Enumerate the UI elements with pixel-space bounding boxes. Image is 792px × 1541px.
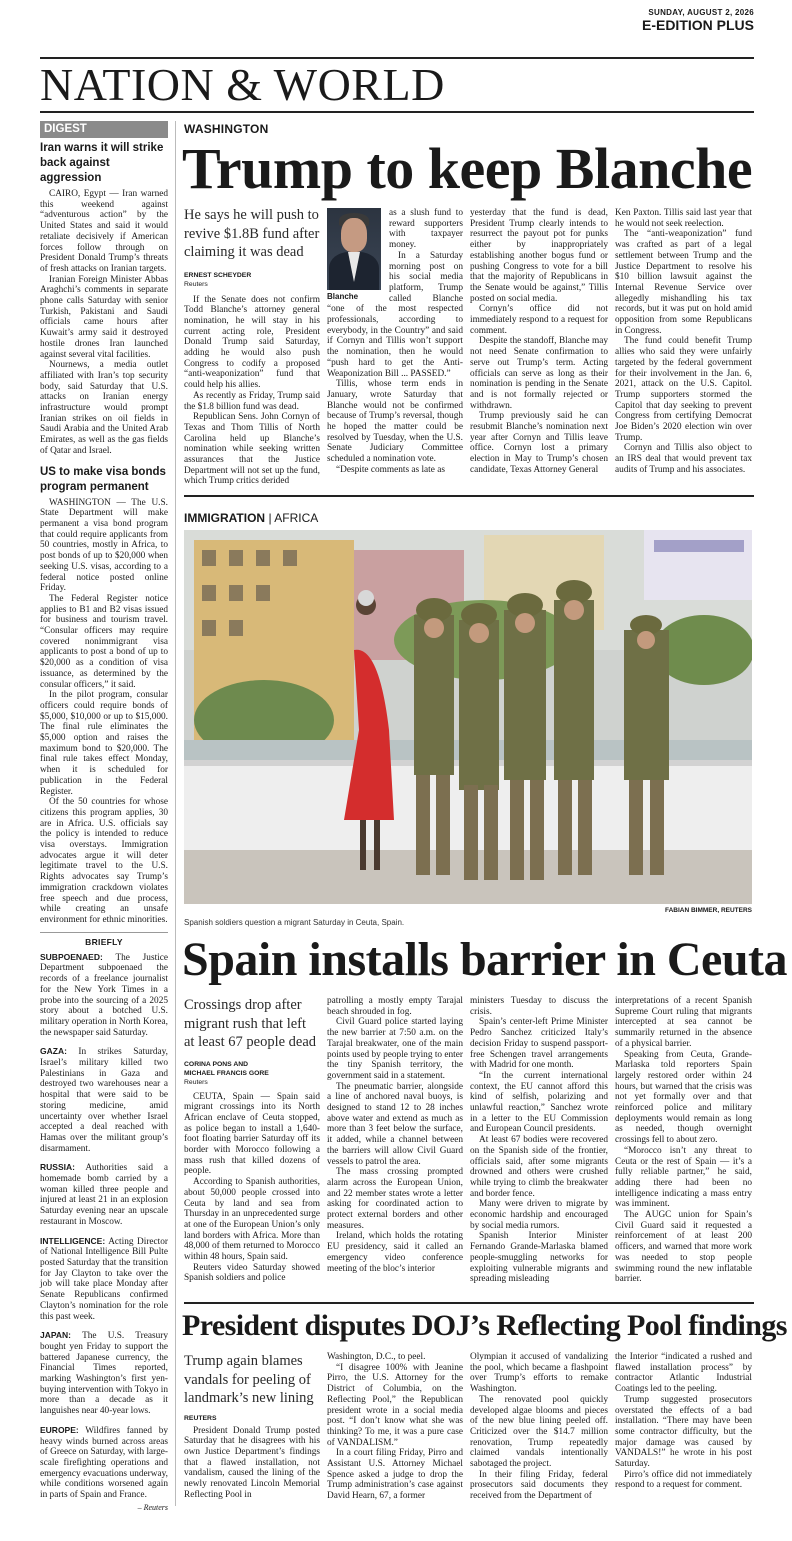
headshot-wrapper (327, 208, 383, 301)
paragraph: Civil Guard police started laying the new barrier at 7:50 a.m. on the Tarajal breakwater, one of the main points used by people trying to enter the tiny Spanish territory, the government said in a statement. (327, 1017, 463, 1081)
paragraph: Of the 50 countries for whose citizens this program applies, 30 are in Africa. U.S. officials say the policy is intended to reduce visa overstays. Immigration advocates argue it will deter legitimate travel to the U.S. Rights advocates say Trump’s immigration crackdown violates free speech and due process, while creating an unsafe environment for ethnic minorities. (40, 797, 168, 925)
paragraph: Ken Paxton. Tillis said last year that he would not seek reelection. (615, 208, 752, 229)
paragraph: Tillis, whose term ends in January, wrote Saturday that Blanche would not be confirmed because of Trump’s reversal, though he hoped the matter could be resolved by Tuesday, when the U.S. Senate Judiciary Committee scheduled a nomination vote. (327, 379, 463, 465)
label-rest: AFRICA (274, 511, 319, 525)
photo-credit: FABIAN BIMMER, REUTERS (664, 907, 752, 914)
brief-text: In strikes Saturday, Israel’s military killed two Palestinians in Gaza and destroyed two warehouses near a hospital that were said to be storing medicine, amid uncertainty over whether Israel accepted a deal reached with Hamas over the militant group’s disarmament. (40, 1047, 169, 1154)
photo-caption: Spanish soldiers question a migrant Saturday in Ceuta, Spain. (184, 918, 405, 927)
paragraph: WASHINGTON — The U.S. State Department will make permanent a visa bond program that could require applicants from 50 countries, mostly in Africa, to post bonds of up to $20,000 when seeking U.S. visas, according to a federal notice posted online Friday. (40, 497, 168, 594)
digest-headline-iran[interactable]: Iran warns it will strike back against aggression (40, 142, 164, 184)
lead-col-3 (470, 208, 608, 476)
pool-headline[interactable]: President disputes DOJ’s Reflecting Pool findings (182, 1309, 787, 1342)
paragraph: Trump suggested prosecutors overstated the effects of a bad installation. “There may have been some contractor difficulty, but the major damage was caused by VANDALS!” he wrote in his post Saturday. (615, 1394, 752, 1470)
paragraph: As recently as Friday, Trump said the $1.8 billion fund was dead. (184, 390, 320, 412)
paragraph: Ireland, which holds the rotating EU presidency, said it called an emergency video conference meeting of the bloc’s interior (327, 1231, 463, 1274)
paragraph: The fund could benefit Trump allies who said they were unfairly targeted by the federal government for their involvement in the Jan. 6, 2021, attack on the U.S. Capitol. Trump supporters stormed the Capitol that day seeking to prevent Congress from certifying Democrat Joe Biden’s 2020 election win over Trump. (615, 336, 752, 443)
ceuta-col-3 (470, 996, 608, 1285)
byline-name: ERNEST SCHEYDER (184, 271, 252, 279)
paragraph: interpretations of a recent Spanish Supreme Court ruling that migrants intercepted at sea cannot be summarily returned in the absence of a physical barrier. (615, 996, 752, 1049)
paragraph: the Interior “indicated a rushed and flawed installation process” by contractor Atlantic Industrial Coatings led to the peeling. (615, 1352, 752, 1395)
ceuta-headline[interactable]: Spain installs barrier in Ceuta (182, 933, 788, 986)
digest-tag: DIGEST (40, 121, 168, 138)
ceuta-col-1 (184, 996, 320, 1284)
paragraph: In a Saturday morning post on his social media platform, Trump called Blanche “one of the most respected professionals, according to everybody, in the Country” and said if Cornyn and Tillis won’t support the nomination, then he would “push hard to get the Anti-Weaponization Bill ... PASSED.” (327, 250, 463, 379)
brief-item (40, 1425, 168, 1501)
lead-body-1 (184, 295, 320, 488)
lead-byline (184, 271, 320, 289)
paragraph: Nournews, a media outlet affiliated with Iran’s top security body, said Saturday that U.S. attacks on Iranian energy infrastructure would prompt Iranian strikes on oil fields in Saudi Arabia and the United Arab Emirates, as well as the gas fields of Qatar and Israel. (40, 360, 168, 456)
pool-body-1 (184, 1426, 320, 1501)
paragraph: Speaking from Ceuta, Grande-Marlaska told reporters Spain largely restored order within 24 hours, but warned that the crisis was not yet formally over and that reinforced police and military deployments would remain as long as needed, though overnight crossings fell to about zero. (615, 1049, 752, 1146)
lead-col-2 (327, 208, 463, 476)
paragraph: Olympian it accused of vandalizing the pool, which became a flashpoint over Trump’s efforts to remake Washington. (470, 1352, 608, 1395)
paragraph: yesterday that the fund is dead, President Trump clearly intends to resurrect the payout pot for punks either by inappropriately establishing another bogus fund or pushing Congress to vote for a bill that the majority of Republicans in the Senate would be against,” Tillis posted on social media. (470, 208, 608, 304)
ceuta-col-2 (327, 996, 463, 1274)
brief-label: JAPAN: (40, 1330, 72, 1341)
paragraph: If the Senate does not confirm Todd Blanche’s attorney general nomination, he will stay in his current acting role, President Donald Trump said Saturday, adding he would also push Congress to codify a proposed “anti-weaponization” fund that could help his allies. (184, 294, 320, 391)
brief-item (40, 1330, 168, 1417)
paragraph: The pneumatic barrier, alongside a line of anchored naval buoys, is designed to stand 12 to 28 inches above water and extend as much as more than 3 feet below the surface, it added, while a channel between the barriers will allow Civil Guard vessels to patrol the area. (327, 1081, 463, 1167)
edition-name: E-EDITION PLUS (641, 17, 754, 33)
brief-text: The Justice Department subpoenaed the records of a freelance journalist for the New York Times in a probe into the sourcing of a 2025 story about a botched U.S. military operation in North Korea, the newspaper said Saturday. (40, 952, 168, 1038)
face-shape (341, 218, 367, 252)
ceuta-photo[interactable] (184, 530, 752, 904)
paragraph: The mass crossing prompted alarm across the European Union, and 22 member states wrote a letter asking for coordinated action to protect external borders and other measures. (327, 1167, 463, 1231)
section-rule (184, 1302, 754, 1304)
brief-label: SUBPOENAED: (40, 951, 103, 962)
blanche-photo[interactable] (327, 208, 381, 290)
pool-col-1 (184, 1352, 320, 1500)
ceuta-photo-illustration (184, 530, 752, 904)
brief-label: EUROPE: (40, 1424, 79, 1435)
paragraph: “Despite comments as late as (336, 464, 445, 475)
digest-source: – Reuters (137, 1502, 168, 1512)
paragraph: Spanish Interior Minister Fernando Grande-Marlaska blamed people-smuggling networks for exploiting vulnerable migrants and spreading misleading (470, 1231, 608, 1285)
paragraph: “I disagree 100% with Jeanine Pirro, the U.S. Attorney for the District of Columbia, on the Reflecting Pool,” the Republican president wrote in a social media post. “I don’t know what she was thinking? To me, it was a pure case of VANDALISM.” (327, 1362, 463, 1448)
digest-story-visa (40, 498, 168, 926)
immigration-label: IMMIGRATION | AFRICA (184, 511, 319, 525)
lead-col-1 (184, 206, 320, 487)
section-rule (184, 495, 754, 497)
paragraph: According to Spanish authorities, about 50,000 people crossed into Ceuta by land and sea from Thursday in an unprecedented surge at one of the European Union’s only land borders with Africa. More than 48,000 of them returned to Morocco within 48 hours, Spain said. (184, 1177, 320, 1263)
briefly-label: BRIEFLY (85, 936, 123, 947)
ceuta-byline (184, 1060, 320, 1087)
brief-label: INTELLIGENCE: (40, 1235, 106, 1246)
brief-item (40, 1236, 168, 1323)
paragraph: patrolling a mostly empty Tarajal beach shrouded in fog. (327, 996, 463, 1017)
brief-text: The U.S. Treasury bought yen Friday to support the battered Japanese currency, the Financial Times reported, marking Washington’s first yen-buying intervention with Tokyo in more than a decade as it languishes near 40-year lows. (40, 1331, 169, 1417)
paragraph: Pirro’s office did not immediately respond to a request for comment. (615, 1469, 752, 1491)
label-bold: IMMIGRATION (184, 511, 266, 525)
byline-org: Reuters (184, 1078, 208, 1086)
byline-name: MICHAEL FRANCIS GORE (184, 1069, 269, 1077)
paragraph: CEUTA, Spain — Spain said migrant crossings into its North African enclave of Ceuta stopped, as police began to install a 1,640-foot floating barrier Saturday off its border with Morocco following a mass rush that killed dozens of people. (184, 1091, 320, 1177)
paragraph: The “anti-weaponization” fund was crafted as part of a legal settlement between Trump and the Justice Department to resolve his $10 billion lawsuit against the Internal Revenue Service over allegedly mishandling his tax records, but it was put on hold amid opposition from some Republicans in Congress. (615, 229, 752, 336)
paragraph: Cornyn’s office did not immediately respond to a request for comment. (470, 304, 608, 336)
byline-name: CORINA PONS AND (184, 1060, 249, 1068)
brief-text: Acting Director of National Intelligence Bill Pulte posted Saturday that the transition for Jay Clayton to take over the job will take place Monday after Senate Republicans confirmed Clayton’s nomination for the role this past week. (40, 1236, 168, 1322)
pool-col-3 (470, 1352, 608, 1502)
paragraph: CAIRO, Egypt — Iran warned this weekend against “adventurous action” by the United States and said it would retaliate decisively if American forces follow through on President Donald Trump’s threats of fresh attacks on Iranian targets. (40, 189, 168, 274)
column-divider (175, 121, 176, 1506)
ceuta-body-1 (184, 1092, 320, 1285)
paragraph: The Federal Register notice applies to B1 and B2 visas issued for business and tourism travel. “Consular officers may require covered nonimmigrant visa applicants to post a bond of up to $20,000 as a condition of visa issuance, as determined by the consular officers,” it said. (40, 593, 168, 690)
paragraph: “Morocco isn’t any threat to Ceuta or the rest of Spain — it’s a fully reliable partner,” he said, adding there had been no intelligence indicating a mass entry was imminent. (615, 1145, 752, 1210)
paragraph: Cornyn and Tillis also object to an IRS deal that would prevent tax audits of Trump and his associates. (615, 443, 752, 475)
paragraph: Despite the standoff, Blanche may not need Senate confirmation to serve out Trump’s term. Acting officials can serve as long as their nomination is pending in the Senate and is not formally rejected or withdrawn. (470, 336, 608, 411)
pool-deck: Trump again blames vandals for peeling of landmark’s new lining (184, 1353, 314, 1406)
lead-deck: He says he will push to revive $1.8B fund after claiming it was dead (184, 207, 320, 260)
paragraph: In their filing Friday, federal prosecutors said documents they received from the Department of (470, 1469, 608, 1502)
paragraph: In the pilot program, consular officers could require bonds of $5,000, $10,000 or up to $15,000. The final rule eliminates the $5,000 option and raises the maximum bond to $20,000. The final rule takes effect Monday, when it is scheduled for publication in the Federal Register. (40, 690, 168, 797)
brief-label: GAZA: (40, 1046, 67, 1057)
paragraph: Spain’s center-left Prime Minister Pedro Sanchez criticized Italy’s decision Friday to suspend passport-free Schengen travel arrangements with Madrid for one month. (470, 1017, 608, 1071)
brief-item (40, 1046, 168, 1154)
brief-label: RUSSIA: (40, 1162, 75, 1173)
digest-column (40, 141, 168, 1512)
paragraph: In a court filing Friday, Pirro and Assistant U.S. Attorney Michael Spence asked a judge to drop the Trump administration’s case against David Hearn, 67, a former (327, 1448, 463, 1502)
paragraph: “In the current international context, the EU cannot afford this kind of selfish, polarizing and unlawful reaction,” Sanchez wrote in a letter to the EU Commission and European Council presidents. (470, 1070, 608, 1135)
lead-col-4 (615, 208, 752, 476)
lead-headline[interactable]: Trump to keep Blanche (182, 136, 753, 201)
ceuta-deck: Crossings drop after migrant rush that left at least 67 people dead (184, 997, 317, 1050)
paragraph: Trump previously said he can resubmit Blanche’s nomination next year after Cornyn and Tillis leave office. Cornyn lost a primary election in May to Trump’s chosen candidate, Texas Attorney General (470, 411, 608, 475)
digest-headline-visa[interactable]: US to make visa bonds program permanent (40, 465, 166, 493)
brief-item (40, 952, 168, 1039)
brief-text: Wildfires fanned by heavy winds burned across areas of Greece on Saturday, with large-scale firefighting operations and emergency evacuations underway, while conditions worsened again in parts of Spain and France. (40, 1425, 168, 1501)
ceuta-col-4 (615, 996, 752, 1285)
paragraph: At least 67 bodies were recovered on the Spanish side of the frontier, officials said, after some migrants drowned and others were crushed while trying to climb the breakwater and border fence. (470, 1135, 608, 1199)
digest-story-iran (40, 189, 168, 457)
lead-kicker: WASHINGTON (184, 122, 269, 136)
paragraph: Many were driven to migrate by economic hardship and encouraged by social media rumors. (470, 1199, 608, 1231)
paragraph: ministers Tuesday to discuss the crisis. (470, 996, 608, 1017)
paragraph: The AUGC union for Spain’s Civil Guard said it requested a reinforcement of at least 200 officers, and warned that more work was needed to stop people swimming round the new inflatable barrier. (615, 1210, 752, 1285)
paragraph: Republican Sens. John Cornyn of Texas and Thom Tillis of North Carolina held up Blanche’s nomination while seeking written assurances that the Justice Department will not set up the fund, which Trump critics derided (184, 412, 320, 487)
byline-org: Reuters (184, 280, 208, 288)
paragraph: Washington, D.C., to peel. (327, 1352, 426, 1362)
brief-item (40, 1162, 168, 1227)
headshot-caption: Blanche (327, 292, 359, 301)
paragraph: as a slush fund to reward supporters with taxpayer money. (389, 208, 463, 251)
pool-col-4 (615, 1352, 752, 1491)
pool-col-2 (327, 1352, 463, 1502)
edition-date: SUNDAY, AUGUST 2, 2026 (648, 8, 754, 17)
brief-text: Authorities said a homemade bomb carried by a woman killed three people and injured at least 21 in an explosion Saturday evening near an upscale restaurant in Moscow. (40, 1163, 168, 1227)
section-title: NATION & WORLD (40, 59, 445, 110)
masthead-rule-bottom (40, 111, 754, 113)
paragraph: Reuters video Saturday showed Spanish soldiers and police (184, 1262, 320, 1284)
pool-byline: REUTERS (184, 1414, 217, 1422)
paragraph: President Donald Trump posted Saturday that he disagrees with his own Justice Department’s findings that a flawed installation, not vandalism, caused the lining of the newly renovated Lincoln Memorial Reflecting Pool in (184, 1425, 320, 1500)
briefly-rule (40, 932, 168, 933)
paragraph: The renovated pool quickly developed algae blooms and pieces of the new blue lining peeled off. Criticized over the $14.7 million renovation, Trump repeatedly claimed vandals intentionally sabotaged the project. (470, 1394, 608, 1470)
paragraph: Iranian Foreign Minister Abbas Araghchi’s comments in separate phone calls Saturday with senior Turkish, Pakistani and Saudi officials came hours after Kuwait’s army said it destroyed hostile drones Iran launched against several vital facilities. (40, 274, 168, 360)
